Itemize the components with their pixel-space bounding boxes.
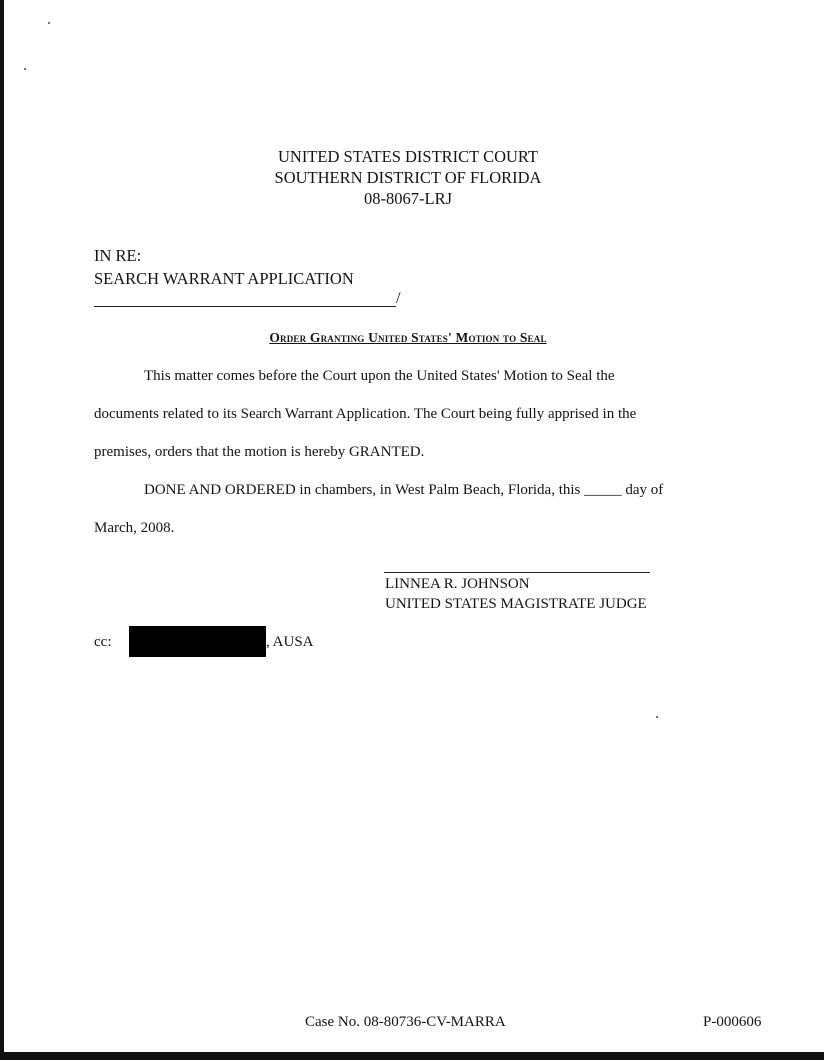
paragraph-1-line-1: This matter comes before the Court upon the United States' Motion to Seal the: [144, 368, 615, 384]
paragraph-2-line-1: [144, 482, 663, 499]
scan-speck: [24, 68, 26, 70]
scan-speck: [48, 22, 50, 24]
caption-slash: /: [396, 288, 401, 307]
signature-line: [384, 572, 650, 573]
paragraph-1-line-2: documents related to its Search Warrant Application. The Court being fully apprised in the: [94, 406, 637, 422]
docket-number: 08-8067-LRJ: [364, 189, 452, 208]
matter-title: SEARCH WARRANT APPLICATION: [94, 269, 354, 288]
paragraph-2-line-2: March, 2008.: [94, 520, 175, 536]
paragraph-1-line-3: premises, orders that the motion is hereby GRANTED.: [94, 444, 425, 460]
court-name: UNITED STATES DISTRICT COURT: [277, 147, 538, 166]
footer-case-number: Case No. 08-80736-CV-MARRA: [305, 1014, 506, 1030]
day-blank: _____: [584, 482, 622, 498]
scan-bottom-edge: [0, 1052, 824, 1060]
judge-title: UNITED STATES MAGISTRATE JUDGE: [385, 596, 647, 612]
footer-page-id: P-000606: [703, 1014, 762, 1030]
redaction-box: [129, 626, 266, 657]
district-name: SOUTHERN DISTRICT OF FLORIDA: [274, 168, 542, 187]
cc-label: cc:: [94, 634, 112, 650]
court-header: [0, 146, 824, 209]
judge-name: LINNEA R. JOHNSON: [385, 576, 530, 592]
cc-ausa: , AUSA: [266, 634, 314, 650]
order-title-text: Order Granting United States' Motion to Seal: [269, 330, 547, 345]
in-re-label: IN RE:: [94, 246, 142, 265]
day-of-text: day of: [625, 482, 664, 498]
caption-underline: [94, 306, 396, 307]
scan-speck: [656, 716, 658, 718]
done-and-ordered-text: DONE AND ORDERED in chambers, in West Palm Beach, Florida, this: [144, 482, 581, 498]
order-title: [0, 330, 824, 346]
